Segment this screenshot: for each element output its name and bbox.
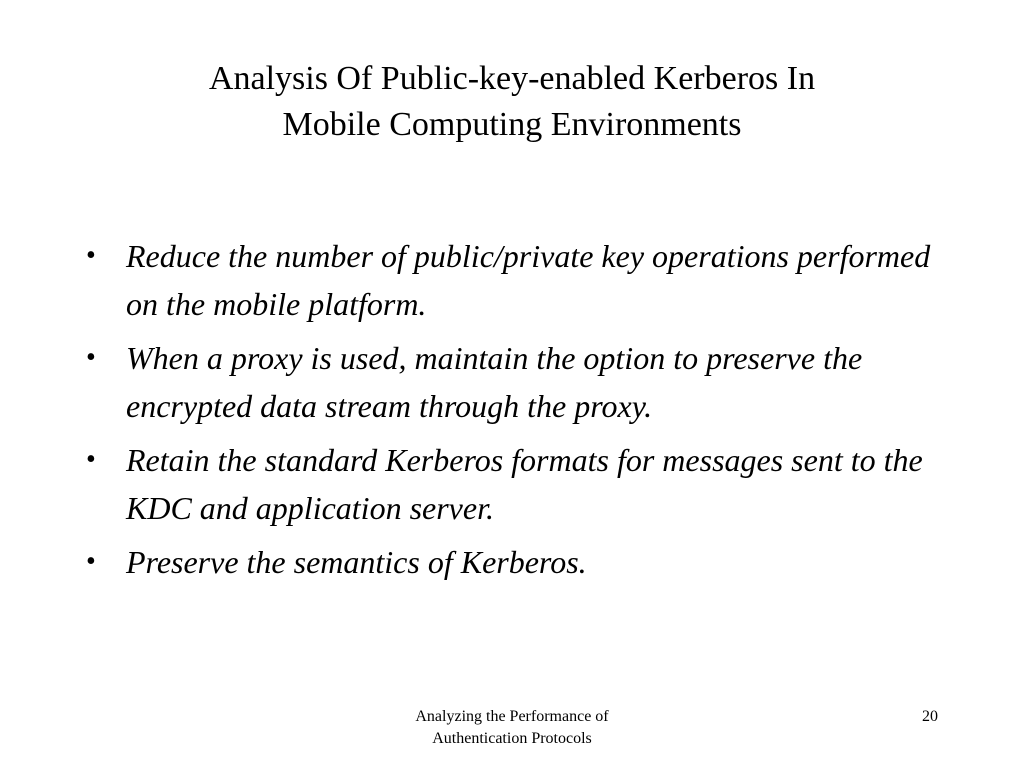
bullet-marker: •: [86, 342, 96, 373]
bullet-item: [84, 538, 964, 586]
bullet-text: Preserve the semantics of Kerberos.: [126, 544, 587, 580]
footer-title: [362, 706, 662, 750]
bullet-marker: •: [86, 240, 96, 271]
page-number: 20: [922, 708, 938, 725]
slide-title-line-2: Mobile Computing Environments: [282, 106, 742, 143]
footer-title-line-1: Analyzing the Performance of: [415, 708, 609, 725]
bullet-marker: •: [86, 444, 96, 475]
bullet-item: [84, 436, 964, 532]
bullet-text: Reduce the number of public/private key operations performed on the mobile platform.: [126, 238, 931, 322]
bullet-item: [84, 232, 964, 328]
slide-title-line-1: Analysis Of Public-key-enabled Kerberos In: [208, 60, 816, 97]
bullet-text: When a proxy is used, maintain the option to preserve the encrypted data stream through the proxy.: [126, 340, 863, 424]
slide-title: [112, 56, 912, 148]
bullet-marker: •: [86, 546, 96, 577]
footer-title-line-2: Authentication Protocols: [432, 730, 592, 747]
bullet-item: [84, 334, 964, 430]
bullet-list: [84, 232, 964, 592]
bullet-text: Retain the standard Kerberos formats for messages sent to the KDC and application server.: [126, 442, 923, 526]
